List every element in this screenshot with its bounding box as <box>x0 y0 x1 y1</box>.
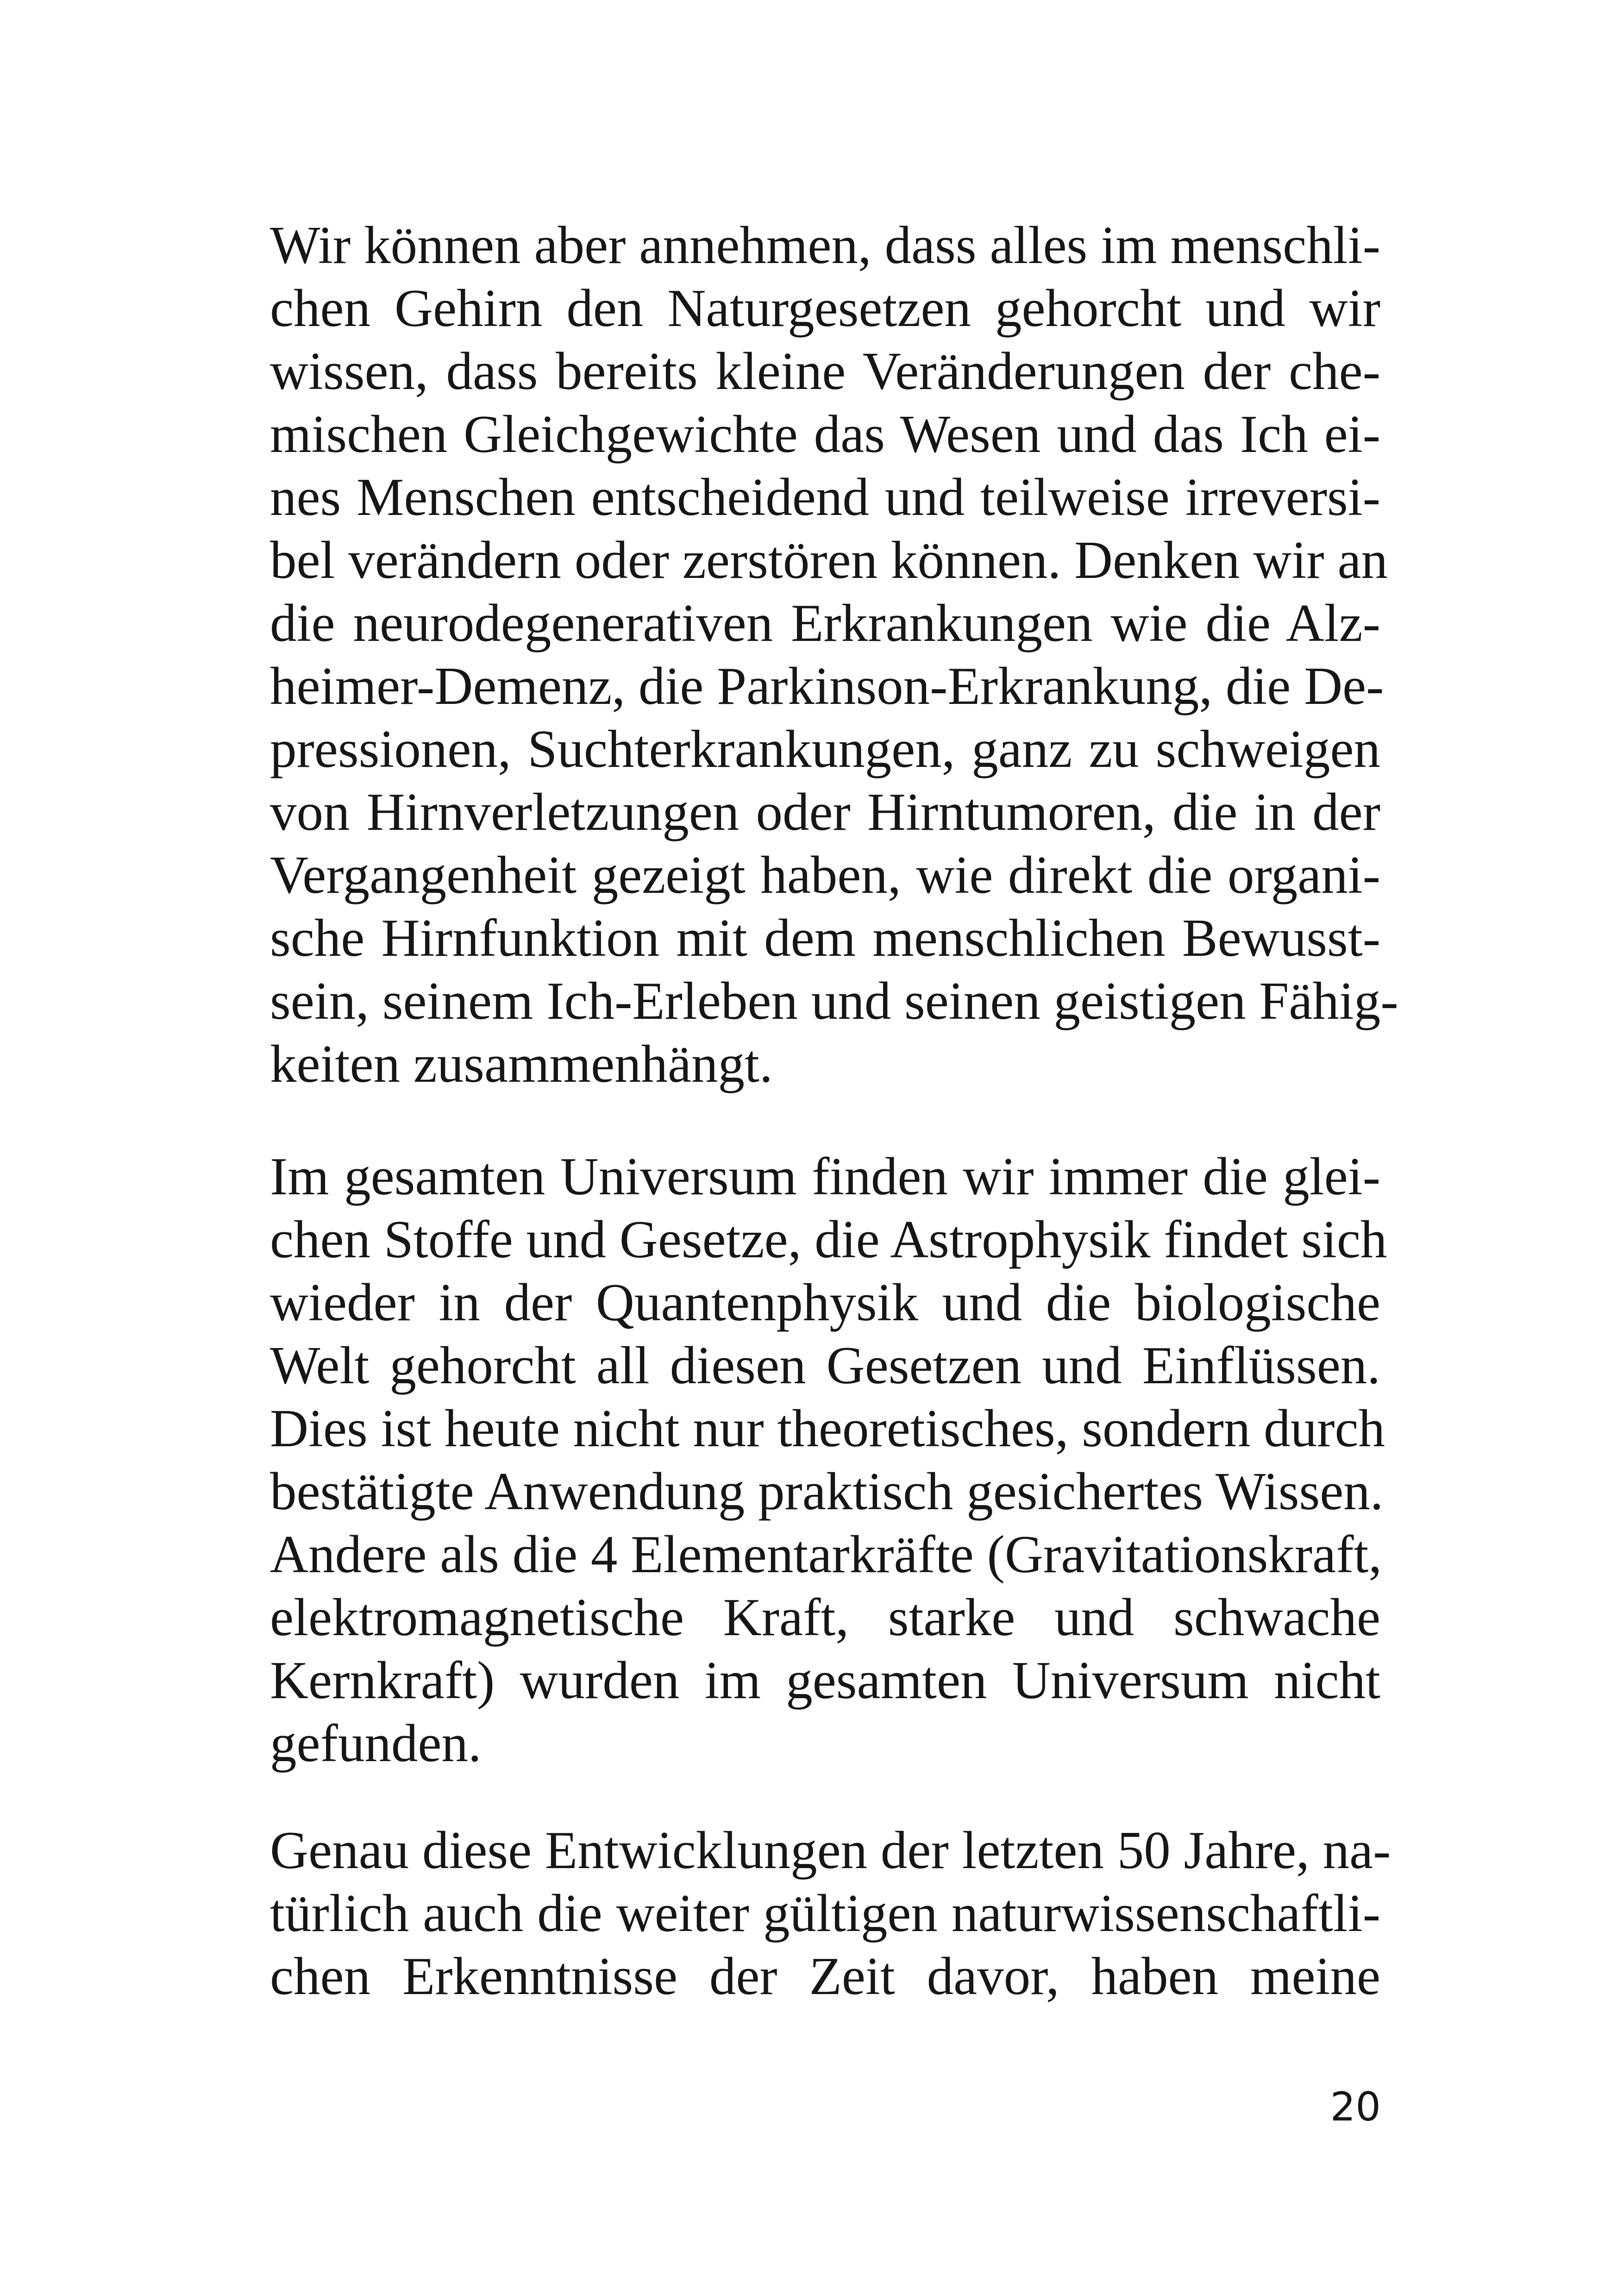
text-line: chen Erkenntnisse der Zeit davor, haben meine <box>270 1947 1380 2006</box>
text-line: Andere als die 4 Elementarkräfte (Gravitationskraft, <box>270 1525 1382 1584</box>
text-line: pressionen, Suchterkrankungen, ganz zu schweigen <box>270 720 1380 778</box>
text-line: heimer-Demenz, die Parkinson-Erkrankung, die De- <box>270 657 1384 715</box>
text-line: mischen Gleichgewichte das Wesen und das Ich ei- <box>270 405 1380 464</box>
text-line: Kernkraft) wurden im gesamten Universum nicht <box>270 1651 1380 1710</box>
text-line: Genau diese Entwicklungen der letzten 50 Jahre, na- <box>270 1821 1391 1880</box>
paragraph-2 <box>270 1145 1387 1775</box>
text-line: Welt gehorcht all diesen Gesetzen und Einflüssen. <box>270 1336 1380 1395</box>
text-line: Dies ist heute nicht nur theoretisches, sondern durch <box>270 1399 1385 1458</box>
paragraph-1 <box>270 214 1398 1096</box>
text-line: bestätigte Anwendung praktisch gesichertes Wissen. <box>270 1462 1384 1521</box>
text-line: türlich auch die weiter gültigen naturwissenschaftli- <box>270 1884 1380 1943</box>
text-line: bel verändern oder zerstören können. Denken wir an <box>270 531 1388 590</box>
text-line: elektromagnetische Kraft, starke und schwache <box>270 1588 1380 1647</box>
text-line: wissen, dass bereits kleine Veränderungen der che- <box>270 342 1380 401</box>
text-line: Im gesamten Universum finden wir immer die glei- <box>270 1147 1380 1206</box>
text-line: von Hirnverletzungen oder Hirntumoren, die in der <box>270 783 1380 841</box>
page-number: 20 <box>1330 2084 1381 2130</box>
text-line: sche Hirnfunktion mit dem menschlichen Bewusst- <box>270 909 1380 967</box>
text-line: chen Gehirn den Naturgesetzen gehorcht und wir <box>270 279 1380 338</box>
text-line: keiten zusammenhängt. <box>270 1035 773 1093</box>
text-line: nes Menschen entscheidend und teilweise irreversi- <box>270 468 1380 527</box>
text-line: die neurodegenerativen Erkrankungen wie die Alz- <box>270 594 1380 652</box>
text-line: Wir können aber annehmen, dass alles im menschli- <box>270 216 1380 275</box>
text-line: chen Stoffe und Gesetze, die Astrophysik findet sich <box>270 1210 1387 1269</box>
text-line: wieder in der Quantenphysik und die biologische <box>270 1273 1380 1332</box>
text-line: sein, seinem Ich-Erleben und seinen geistigen Fähig- <box>270 972 1398 1030</box>
paragraph-3 <box>270 1819 1391 2008</box>
text-line: gefunden. <box>270 1714 482 1773</box>
text-line: Vergangenheit gezeigt haben, wie direkt die organi- <box>270 846 1380 904</box>
